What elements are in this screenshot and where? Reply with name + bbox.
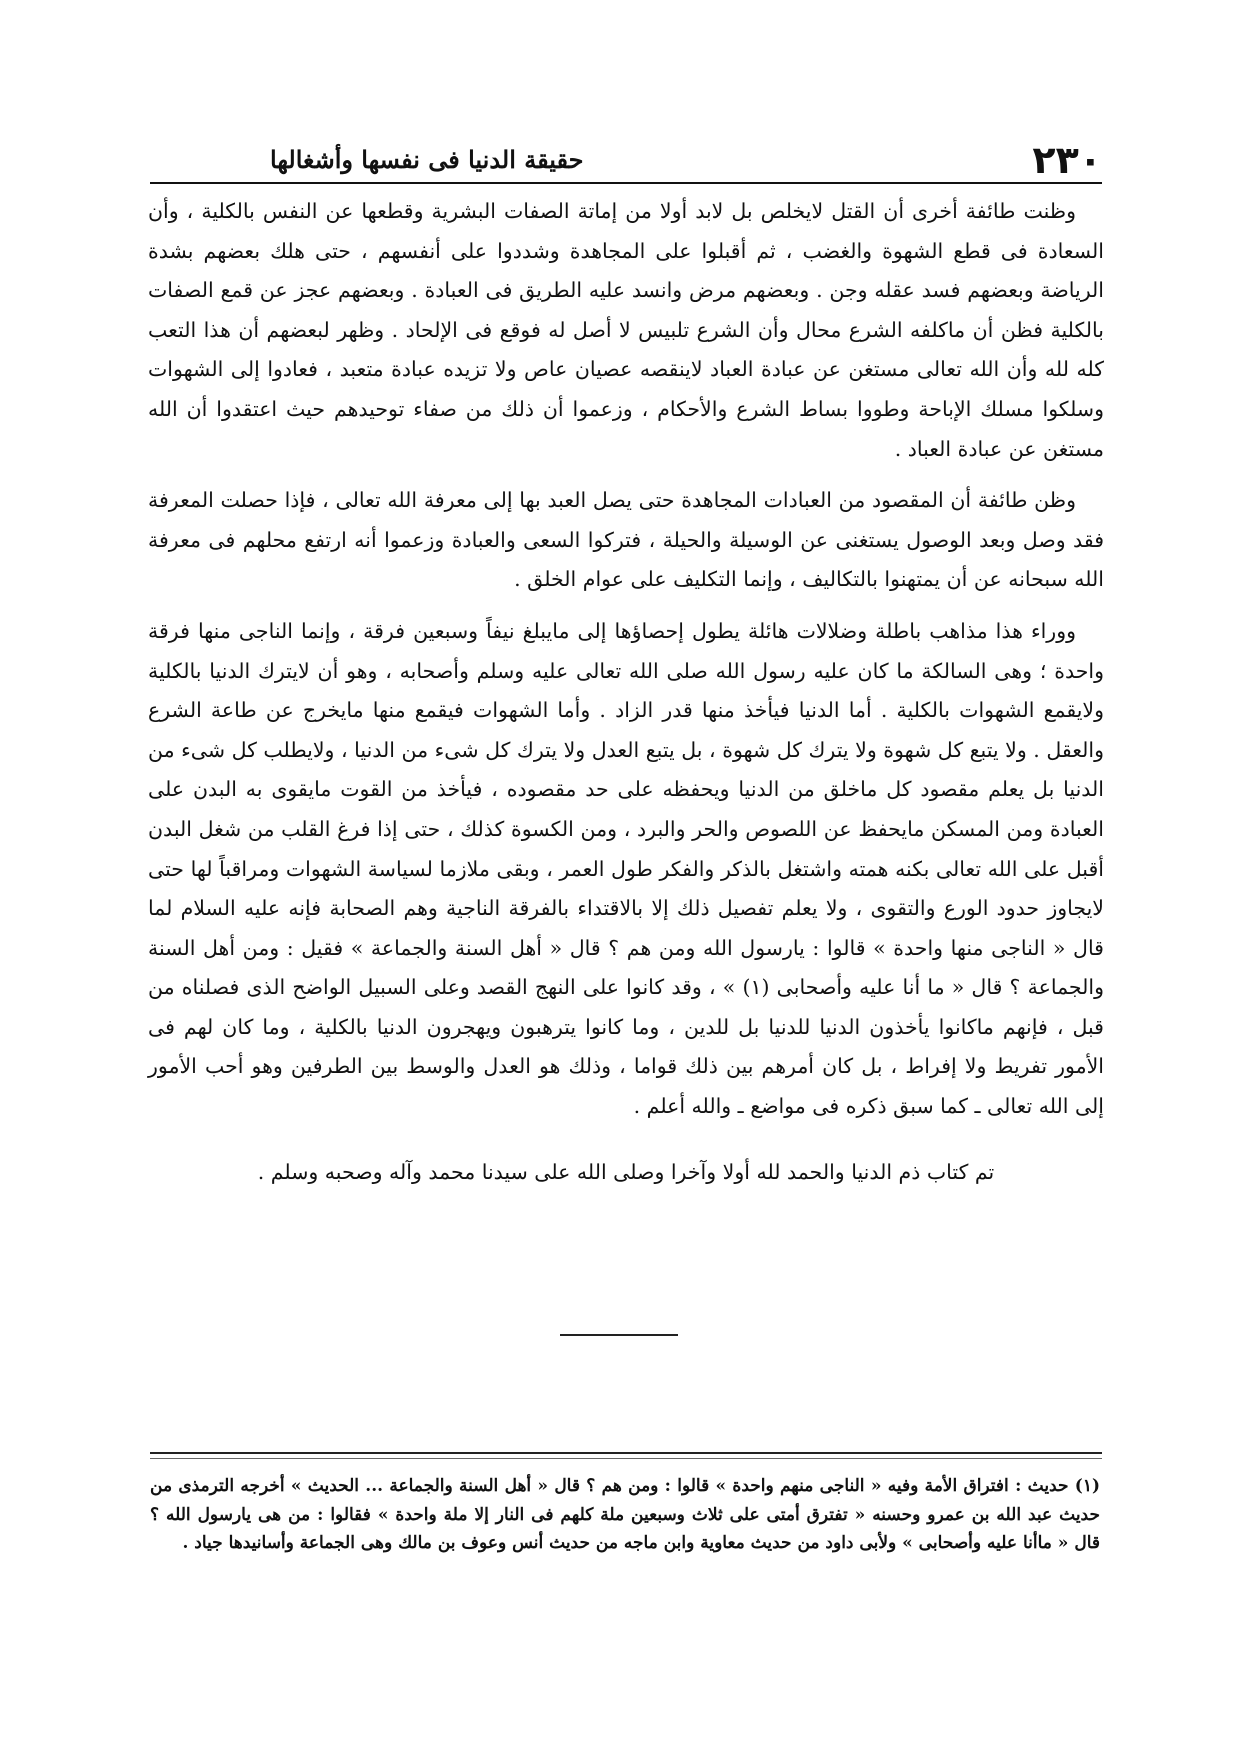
page-number: ٢٣٠ [1032, 138, 1102, 182]
footnotes [150, 1472, 1100, 1558]
paragraph-3: ووراء هذا مذاهب باطلة وضلالات هائلة يطول إحصاؤها إلى مايبلغ نيفاً وسبعين فرقة ، وإنما الناجى منها فرقة واحدة ؛ وهى السالكة ما كان عليه رسول الله صلى الله تعالى عليه وسلم وأصحابه ، وهو أن لايترك الدنيا بالكلية ولايقمع الشهوات بالكلية . أما الدنيا فيأخذ منها قدر الزاد . وأما الشهوات فيقمع منها مايخرج عن طاعة الشرع والعقل . ولا يتبع كل شهوة ولا يترك كل شهوة ، بل يتبع العدل ولا يترك كل شىء من الدنيا ، ولايطلب كل شىء من الدنيا بل يعلم مقصود كل ماخلق من الدنيا ويحفظه على حد مقصوده ، فيأخذ من القوت مايقوى به البدن على العبادة ومن المسكن مايحفظ عن اللصوص والحر والبرد ، ومن الكسوة كذلك ، حتى إذا فرغ القلب من شغل البدن أقبل على الله تعالى بكنه همته واشتغل بالذكر والفكر طول العمر ، وبقى ملازما لسياسة الشهوات ومراقباً لها حتى لايجاوز حدود الورع والتقوى ، ولا يعلم تفصيل ذلك إلا بالاقتداء بالفرقة الناجية وهم الصحابة فإنه عليه السلام لما قال « الناجى منها واحدة » قالوا : يارسول الله ومن هم ؟ قال « أهل السنة والجماعة » فقيل : ومن أهل السنة والجماعة ؟ قال « ما أنا عليه وأصحابى (١) » ، وقد كانوا على النهج القصد وعلى السبيل الواضح الذى فصلناه من قبل ، فإنهم ماكانوا يأخذون الدنيا للدنيا بل للدين ، وما كانوا يترهبون ويهجرون الدنيا بالكلية ، وما كان لهم فى الأمور تفريط ولا إفراط ، بل كان أمرهم بين ذلك قواما ، وذلك هو العدل والوسط بين الطرفين وهو أحب الأمور إلى الله تعالى ـ كما سبق ذكره فى مواضع ـ والله أعلم . [148, 618, 1104, 1119]
footnote-1: (١) حديث : افتراق الأمة وفيه « الناجى منهم واحدة » قالوا : ومن هم ؟ قال « أهل السنة والجماعة ... الحديث » أخرجه الترمذى من حديث عبد الله بن عمرو وحسنه « تفترق أمتى على ثلاث وسبعين ملة كلهم فى النار إلا ملة واحدة » فقالوا : من هى يارسول الله ؟ قال « ماأنا عليه وأصحابى » ولأبى داود من حديث معاوية وابن ماجه من حديث أنس وعوف بن مالك وهى الجماعة وأسانيدها جياد . [150, 1476, 1100, 1553]
footnote-rule [150, 1452, 1102, 1459]
paragraph-2: وظن طائفة أن المقصود من العبادات المجاهدة حتى يصل العبد بها إلى معرفة الله تعالى ، فإذا حصلت المعرفة فقد وصل وبعد الوصول يستغنى عن الوسيلة والحيلة ، فتركوا السعى والعبادة وزعموا أنه ارتفع محلهم فى معرفة الله سبحانه عن أن يمتهنوا بالتكاليف ، وإنما التكليف على عوام الخلق . [148, 488, 1104, 592]
main-text [148, 192, 1104, 1192]
page-header [150, 128, 1102, 180]
book-closing-line: تم كتاب ذم الدنيا والحمد لله أولا وآخرا وصلى الله على سيدنا محمد وآله وصحبه وسلم . [257, 1159, 995, 1184]
paragraph-1: وظنت طائفة أخرى أن القتل لايخلص بل لابد أولا من إماتة الصفات البشرية وقطعها عن النفس بالكلية ، وأن السعادة فى قطع الشهوة والغضب ، ثم أقبلوا على المجاهدة وشددوا على أنفسهم ، حتى هلك بعضهم بشدة الرياضة وبعضهم فسد عقله وجن . وبعضهم مرض وانسد عليه الطريق فى العبادة . وبعضهم عجز عن قمع الصفات بالكلية فظن أن ماكلفه الشرع محال وأن الشرع تلبيس لا أصل له فوقع فى الإلحاد . وظهر لبعضهم أن هذا التعب كله لله وأن الله تعالى مستغن عن عبادة العباد لاينقصه عصيان عاص ولا تزيده عبادة متعبد ، فعادوا إلى الشهوات وسلكوا مسلك الإباحة وطووا بساط الشرع والأحكام ، وزعموا أن ذلك من صفاء توحيدهم حيث اعتقدوا أن الله مستغن عن عبادة العباد . [148, 199, 1104, 461]
end-ornament-rule [560, 1334, 678, 1336]
running-title: حقيقة الدنيا فى نفسها وأشغالها [270, 145, 584, 174]
header-rule [150, 182, 1102, 184]
